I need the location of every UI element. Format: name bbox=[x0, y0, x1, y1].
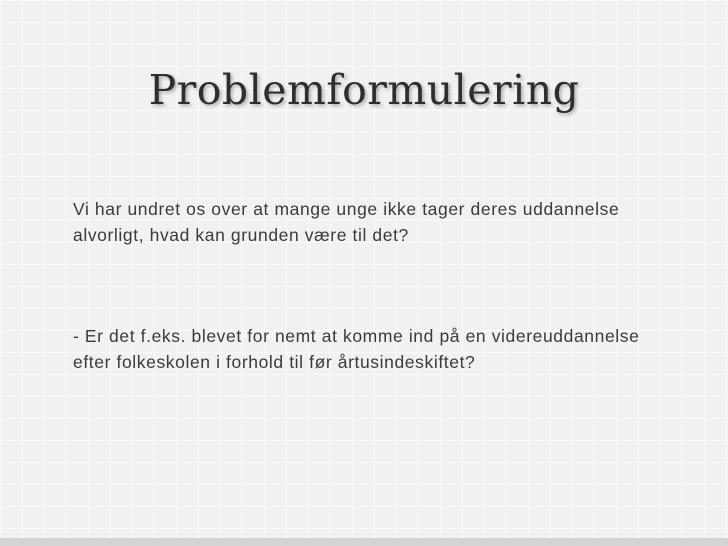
body-paragraph-2: - Er det f.eks. blevet for nemt at komme ind på en videreuddannelse efter folkeskolen i forhold til før årtusindeskiftet? bbox=[73, 326, 640, 372]
body-paragraph-1: Vi har undret os over at mange unge ikke tager deres uddannelse alvorligt, hvad kan grunden være til det? bbox=[73, 199, 620, 245]
slide-title: Problemformulering bbox=[148, 66, 580, 114]
